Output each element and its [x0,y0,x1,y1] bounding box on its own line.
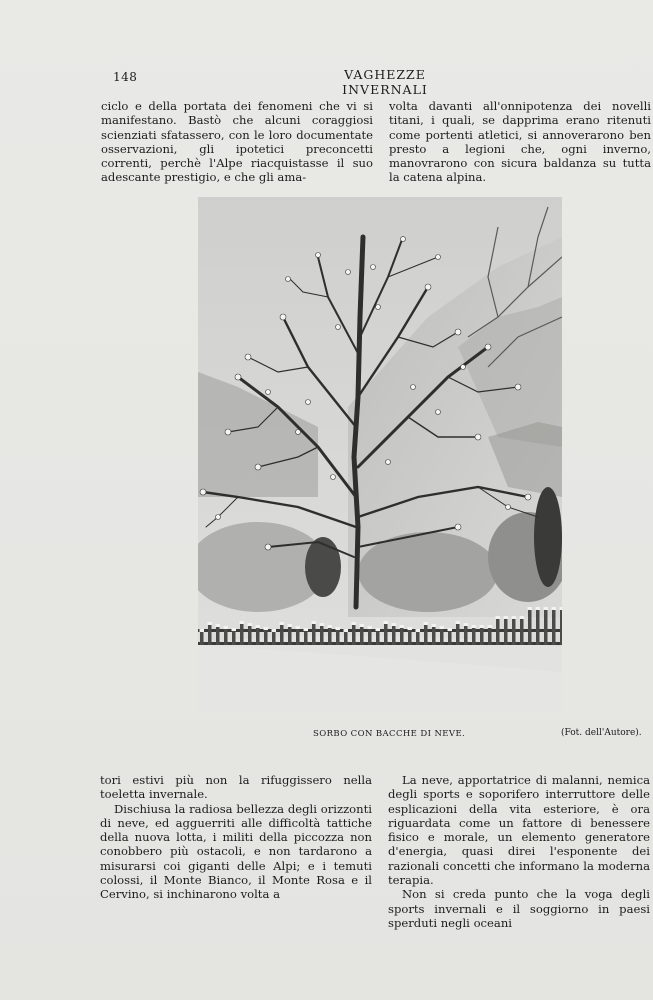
paragraph: tori estivi più non la rifuggissero nella toeletta invernale. [100,773,372,802]
paragraph: Dischiusa la radiosa bellezza degli orizzonti di neve, ed agguerriti alle difficoltà tattiche della nuova lotta, i militi della piccozza non conobbero più ostacoli, e non tardarono a misurarsi coi giganti delle Alpi; e i temuti colossi, il Monte Bianco, il Monte Rosa e il Cervino, si inchinarono volta a [100,801,372,902]
snowy-tree-photograph [198,197,562,712]
paragraph: ciclo e della portata dei fenomeni che vi si manifestano. Bastò che alcuni coraggiosi scienziati sfatassero, con le loro documentate osservazioni, gli ipotetici preconcetti correnti, perchè l'Alpe riacquistasse il suo adescante prestigio, e che gli ama- [101,99,373,185]
paragraph: volta davanti all'onnipotenza dei novelli titani, i quali, se dapprima erano ritenuti come portenti atletici, si annoverarono ben presto a legioni che, ogni inverno, manovrarono con sicura baldanza su tutta la catena alpina. [389,99,651,185]
bottom-left-column [100,773,372,902]
photo-caption: SORBO CON BACCHE DI NEVE. [313,729,466,739]
bottom-right-column [388,773,650,930]
page-number: 148 [113,70,138,84]
top-right-column [389,99,651,185]
photo-credit: (Fot. dell'Autore). [561,728,642,738]
running-title: VAGHEZZE INVERNALI [342,67,428,97]
top-left-column [101,99,373,185]
paragraph: La neve, apportatrice di malanni, nemica degli sports e soporifero interruttore delle esplicazioni della vita esteriore, è ora riguardata come un fattore di benessere fisico e morale, un elemento generatore d'energia, quasi direi l'esponente dei razionali concetti che informano la moderna terapia. [388,773,650,888]
paragraph: Non si creda punto che la voga degli sports invernali e il soggiorno in paesi sperduti negli oceani [388,887,650,930]
